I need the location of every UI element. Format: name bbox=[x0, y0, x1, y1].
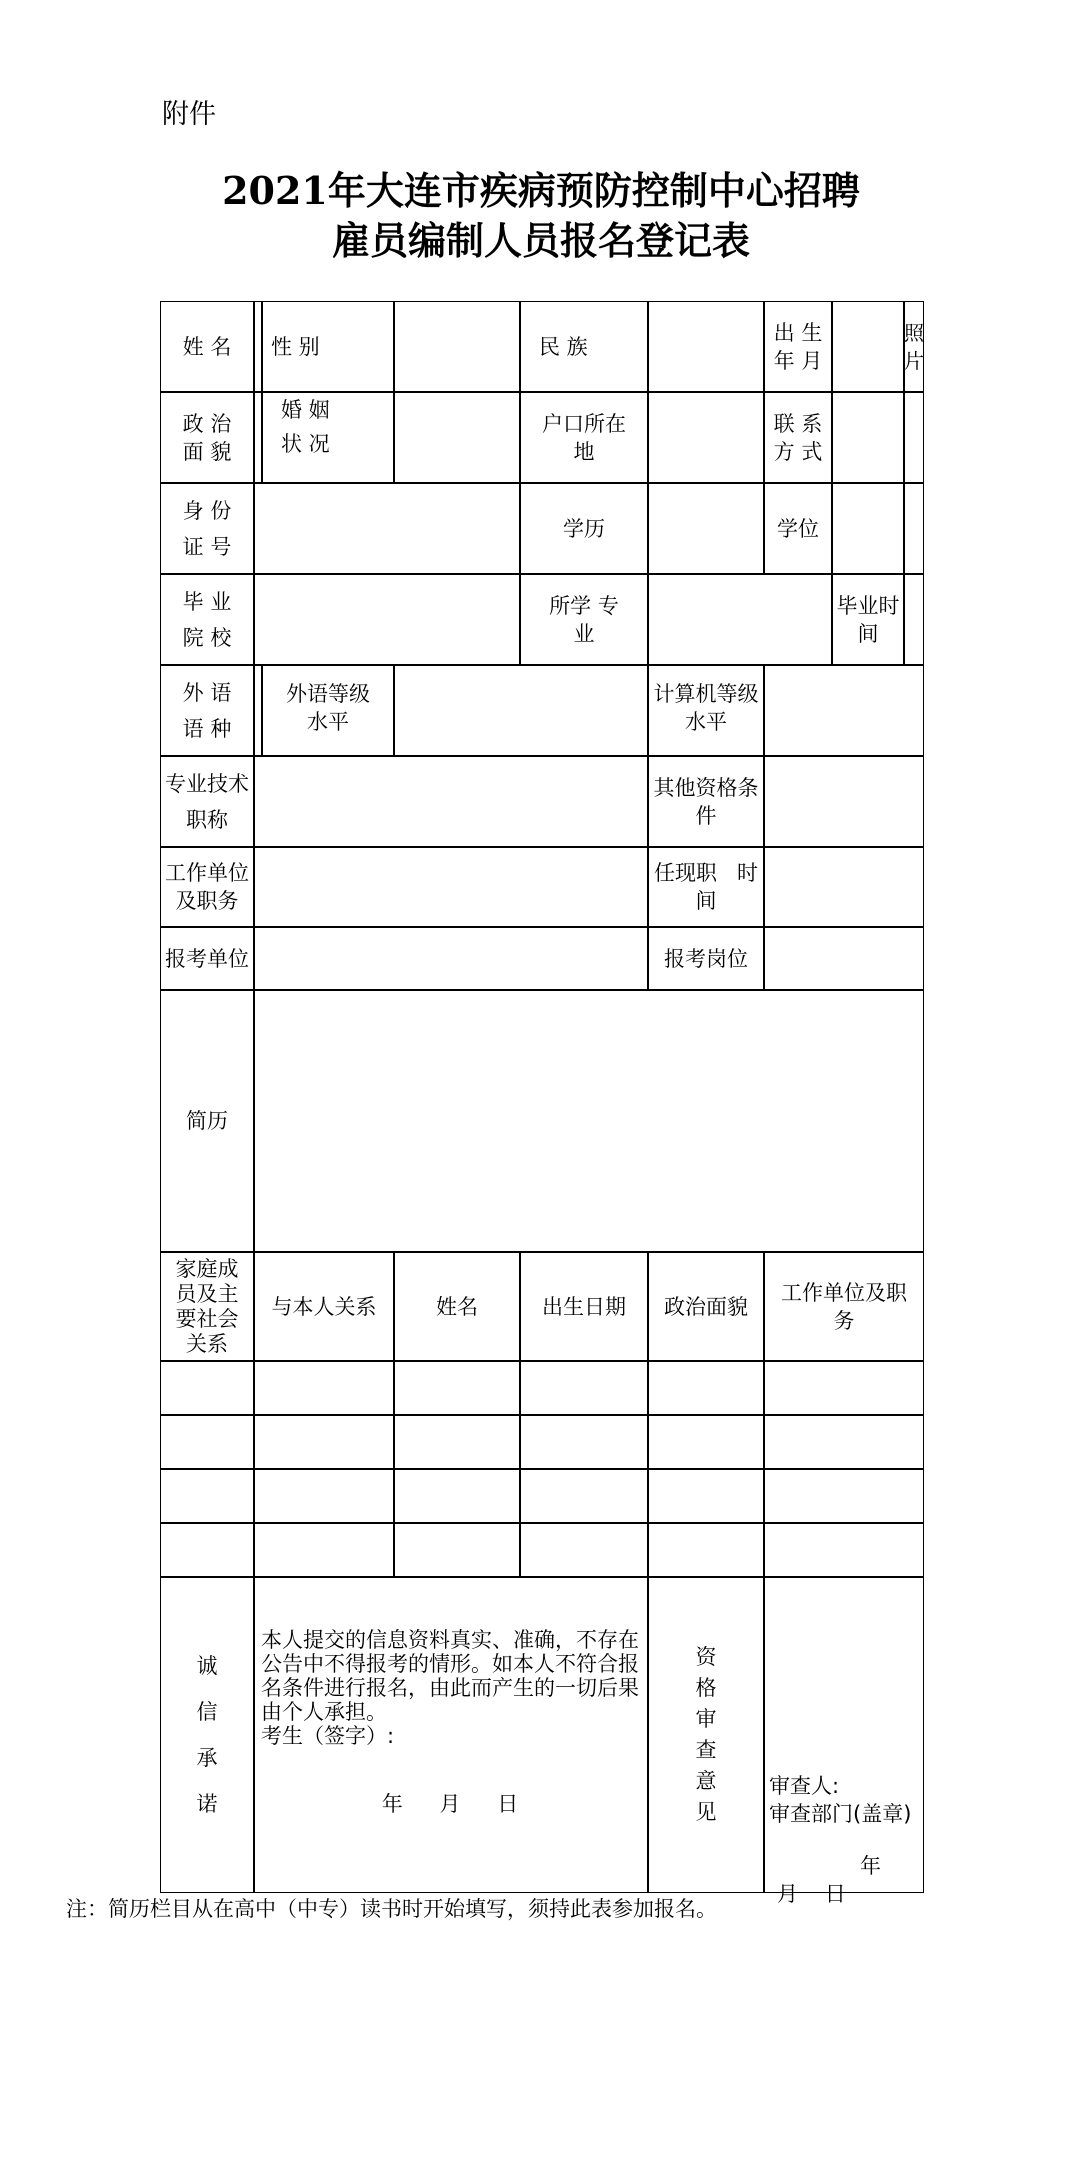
contact-value-cell[interactable] bbox=[832, 392, 904, 483]
language-level-label-line-2: 水平 bbox=[307, 710, 349, 734]
family-birthdate-cell[interactable] bbox=[520, 1361, 648, 1415]
family-birthdate-header bbox=[520, 1252, 648, 1361]
family-label-line-3: 要社会 bbox=[175, 1306, 239, 1331]
family-politics-header bbox=[648, 1252, 764, 1361]
resume-label-text: 简历 bbox=[186, 1109, 228, 1133]
attachment-label: 附件 bbox=[162, 99, 216, 130]
reviewer-label: 审查人: 审查部门(盖章) bbox=[769, 1774, 912, 1826]
degree-label-text: 学位 bbox=[777, 516, 819, 541]
major-label-line-1: 所学 专 bbox=[549, 593, 619, 618]
form-title-line-1: 2021年大连市疾病预防控制中心招聘 bbox=[222, 168, 860, 213]
gender-value-cell[interactable] bbox=[394, 301, 520, 392]
professional-title-label-line-2: 职称 bbox=[186, 807, 228, 832]
id-number-label bbox=[160, 483, 254, 574]
contact-label bbox=[764, 392, 832, 483]
computer-level-label-line-1: 计算机等级 bbox=[653, 682, 759, 706]
family-name-cell[interactable] bbox=[394, 1415, 520, 1469]
education-value-cell[interactable] bbox=[648, 483, 764, 574]
computer-level-label bbox=[648, 665, 764, 756]
resume-value-cell[interactable] bbox=[254, 990, 924, 1252]
employer-label-line-1: 工作单位 bbox=[165, 861, 249, 885]
marital-value-cell[interactable] bbox=[394, 392, 520, 483]
form-title-line-2: 雇员编制人员报名登记表 bbox=[331, 218, 750, 263]
family-label bbox=[160, 1252, 254, 1361]
graduation-time-value-cell[interactable] bbox=[904, 574, 924, 665]
school-label-line-2: 院 校 bbox=[182, 625, 232, 650]
photo-label-line-1: 照 bbox=[904, 320, 924, 345]
school-label bbox=[160, 574, 254, 665]
pledge-date-label: 年 月 日 bbox=[381, 1792, 521, 1816]
language-value-cell[interactable] bbox=[254, 665, 262, 756]
photo-label-line-2: 片 bbox=[904, 348, 924, 373]
integrity-pledge-label-char-3: 承 bbox=[196, 1746, 218, 1770]
birth-label-line-1: 出 生 bbox=[773, 320, 823, 345]
computer-level-label-line-2: 水平 bbox=[685, 710, 727, 734]
family-workplace-header-line-2: 务 bbox=[833, 1308, 855, 1333]
apply-unit-value-cell[interactable] bbox=[254, 927, 648, 990]
qualification-review-label-char-5: 意 bbox=[695, 1769, 717, 1793]
politics-label-line-2: 面 貌 bbox=[182, 439, 232, 464]
family-workplace-header-line-1: 工作单位及职 bbox=[781, 1280, 907, 1305]
name-value-cell[interactable] bbox=[254, 301, 262, 392]
gender-label-text: 性 别 bbox=[271, 334, 320, 359]
graduation-time-label bbox=[832, 574, 904, 665]
review-month-day-label: 月 日 bbox=[777, 1882, 846, 1906]
hukou-label bbox=[520, 392, 648, 483]
language-label-line-1: 外 语 bbox=[182, 680, 232, 705]
professional-title-value-cell[interactable] bbox=[254, 756, 648, 847]
apply-post-label bbox=[648, 927, 764, 990]
graduation-time-label-line-2: 间 bbox=[857, 621, 879, 646]
tenure-label-line-2: 间 bbox=[695, 889, 717, 913]
language-label bbox=[160, 665, 254, 756]
major-label-line-2: 业 bbox=[573, 621, 595, 646]
employer-label bbox=[160, 847, 254, 927]
family-row-lead-cell[interactable] bbox=[160, 1361, 254, 1415]
major-label bbox=[520, 574, 648, 665]
family-birthdate-cell[interactable] bbox=[520, 1415, 648, 1469]
integrity-pledge-label-char-4: 诺 bbox=[196, 1792, 218, 1816]
major-value-cell[interactable] bbox=[648, 574, 832, 665]
politics-label-line-1: 政 治 bbox=[182, 411, 232, 436]
photo-column-cell bbox=[904, 392, 924, 483]
family-politics-cell[interactable] bbox=[648, 1415, 764, 1469]
qualification-review-label-char-4: 查 bbox=[695, 1738, 717, 1762]
employer-value-cell[interactable] bbox=[254, 847, 648, 927]
family-row-lead-cell[interactable] bbox=[160, 1523, 254, 1577]
integrity-pledge-cell bbox=[254, 1577, 648, 1893]
family-name-header bbox=[394, 1252, 520, 1361]
qualification-review-label-char-3: 审 bbox=[695, 1707, 717, 1731]
family-name-cell[interactable] bbox=[394, 1469, 520, 1523]
degree-label bbox=[764, 483, 832, 574]
language-label-line-2: 语 种 bbox=[182, 716, 232, 741]
gender-label bbox=[262, 301, 394, 392]
family-label-line-4: 关系 bbox=[186, 1331, 228, 1356]
family-label-line-1: 家庭成 bbox=[175, 1256, 239, 1281]
resume-label bbox=[160, 990, 254, 1252]
birth-label bbox=[764, 301, 832, 392]
family-relation-header bbox=[254, 1252, 394, 1361]
politics-label bbox=[160, 392, 254, 483]
other-qualification-label bbox=[648, 756, 764, 847]
marital-label bbox=[262, 392, 394, 483]
id-number-value-cell[interactable] bbox=[254, 483, 520, 574]
degree-value-cell[interactable] bbox=[832, 483, 904, 574]
ethnicity-value-cell[interactable] bbox=[648, 301, 764, 392]
qualification-review-label-char-2: 格 bbox=[695, 1676, 717, 1700]
family-relation-cell[interactable] bbox=[254, 1469, 394, 1523]
candidate-signature-label: 考生（签字）: bbox=[261, 1724, 395, 1748]
marital-label-line-1: 婚 姻 bbox=[281, 398, 330, 422]
birth-value-cell[interactable] bbox=[832, 301, 904, 392]
family-name-header-text: 姓名 bbox=[436, 1294, 478, 1319]
family-row-lead-cell[interactable] bbox=[160, 1415, 254, 1469]
education-label-text: 学历 bbox=[563, 516, 605, 541]
tenure-label-line-1: 任现职 时 bbox=[653, 861, 759, 885]
family-relation-header-text: 与本人关系 bbox=[271, 1294, 377, 1319]
family-birthdate-cell[interactable] bbox=[520, 1523, 648, 1577]
family-relation-cell[interactable] bbox=[254, 1523, 394, 1577]
family-birthdate-cell[interactable] bbox=[520, 1469, 648, 1523]
apply-unit-label-text: 报考单位 bbox=[165, 946, 249, 971]
family-politics-cell[interactable] bbox=[648, 1469, 764, 1523]
family-workplace-cell[interactable] bbox=[764, 1361, 924, 1415]
politics-value-cell[interactable] bbox=[254, 392, 262, 483]
other-qualification-value-cell[interactable] bbox=[764, 756, 924, 847]
family-row-lead-cell[interactable] bbox=[160, 1469, 254, 1523]
qualification-review-label-char-6: 见 bbox=[695, 1800, 717, 1824]
integrity-pledge-text: 本人提交的信息资料真实、准确，不存在公告中不得报考的情形。如本人不符合报名条件进行报名，由此而产生的一切后果由个人承担。 bbox=[261, 1628, 639, 1724]
language-level-label bbox=[262, 665, 394, 756]
family-workplace-cell[interactable] bbox=[764, 1415, 924, 1469]
family-name-cell[interactable] bbox=[394, 1361, 520, 1415]
apply-unit-label bbox=[160, 927, 254, 990]
family-label-line-2: 员及主 bbox=[175, 1281, 239, 1306]
hukou-label-line-2: 地 bbox=[573, 439, 595, 464]
family-politics-cell[interactable] bbox=[648, 1361, 764, 1415]
photo-column-cell bbox=[904, 483, 924, 574]
family-workplace-header bbox=[764, 1252, 924, 1361]
family-relation-cell[interactable] bbox=[254, 1415, 394, 1469]
name-label bbox=[160, 301, 254, 392]
qualification-review-label bbox=[648, 1577, 764, 1893]
ethnicity-label-text: 民 族 bbox=[539, 334, 588, 359]
computer-level-value-cell[interactable] bbox=[764, 665, 924, 756]
marital-label-line-2: 状 况 bbox=[281, 432, 330, 456]
family-birthdate-header-text: 出生日期 bbox=[542, 1294, 626, 1319]
hukou-label-line-1: 户口所在 bbox=[542, 411, 626, 436]
id-number-label-line-1: 身 份 bbox=[182, 498, 232, 523]
education-label bbox=[520, 483, 648, 574]
integrity-pledge-label bbox=[160, 1577, 254, 1893]
professional-title-label-line-1: 专业技术 bbox=[165, 771, 249, 796]
contact-label-line-1: 联 系 bbox=[773, 411, 823, 436]
professional-title-label bbox=[160, 756, 254, 847]
family-workplace-cell[interactable] bbox=[764, 1469, 924, 1523]
ethnicity-label bbox=[520, 301, 648, 392]
school-value-cell[interactable] bbox=[254, 574, 520, 665]
footnote: 注：简历栏目从在高中（中专）读书时开始填写，须持此表参加报名。 bbox=[66, 1897, 717, 1921]
other-qualification-label-line-1: 其他资格条 bbox=[653, 775, 759, 800]
family-relation-cell[interactable] bbox=[254, 1361, 394, 1415]
other-qualification-label-line-2: 件 bbox=[695, 803, 717, 828]
apply-post-value-cell[interactable] bbox=[764, 927, 924, 990]
name-label-text: 姓 名 bbox=[182, 334, 232, 359]
tenure-value-cell[interactable] bbox=[764, 847, 924, 927]
family-politics-cell[interactable] bbox=[648, 1523, 764, 1577]
apply-post-label-text: 报考岗位 bbox=[664, 946, 748, 971]
employer-label-line-2: 及职务 bbox=[175, 889, 239, 913]
contact-label-line-2: 方 式 bbox=[773, 439, 823, 464]
family-workplace-cell[interactable] bbox=[764, 1523, 924, 1577]
integrity-pledge-label-char-2: 信 bbox=[196, 1700, 218, 1724]
tenure-label bbox=[648, 847, 764, 927]
integrity-pledge-label-char-1: 诚 bbox=[196, 1654, 218, 1678]
qualification-review-label-char-1: 资 bbox=[695, 1645, 717, 1669]
language-level-label-line-1: 外语等级 bbox=[286, 682, 370, 706]
hukou-value-cell[interactable] bbox=[648, 392, 764, 483]
photo-label bbox=[904, 301, 924, 392]
family-politics-header-text: 政治面貌 bbox=[664, 1294, 748, 1319]
language-level-value-cell[interactable] bbox=[394, 665, 648, 756]
graduation-time-label-line-1: 毕业时 bbox=[836, 593, 900, 618]
birth-label-line-2: 年 月 bbox=[773, 348, 823, 373]
id-number-label-line-2: 证 号 bbox=[182, 534, 232, 559]
family-name-cell[interactable] bbox=[394, 1523, 520, 1577]
qualification-review-cell[interactable] bbox=[764, 1577, 924, 1906]
review-year-label: 年 bbox=[860, 1854, 881, 1878]
school-label-line-1: 毕 业 bbox=[182, 589, 232, 614]
